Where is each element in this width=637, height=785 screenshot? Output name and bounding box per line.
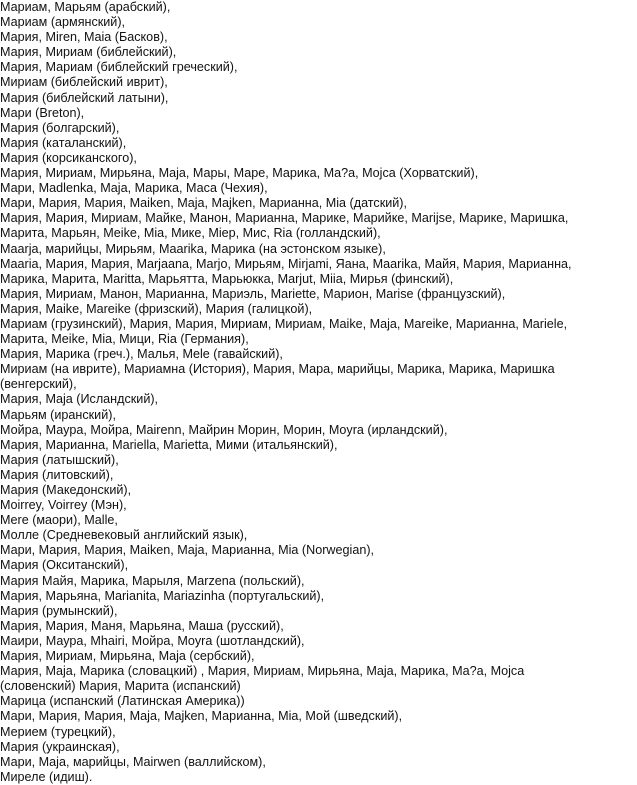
text-line: Марица (испанский (Латинская Америка)): [0, 694, 245, 709]
text-line: Мари, Madlenka, Maja, Марика, Маса (Чехия),: [0, 181, 268, 196]
text-line: Мария, Марика (греч.), Малья, Mele (гавайский),: [0, 347, 283, 362]
text-line: Мария, Марьяна, Marianita, Mariazinha (португальский),: [0, 588, 325, 603]
text-line: Мария Майя, Марика, Марыля, Marzena (польский),: [0, 573, 305, 588]
text-line: Молле (Средневековый английский язык),: [0, 528, 248, 543]
text-line: Мари, Мария, Мария, Maja, Majken, Марианна, Mia, Мой (шведский),: [0, 709, 403, 724]
text-line: Мария (корсиканского),: [0, 150, 137, 165]
text-line: Мария, Maja (Исландский),: [0, 392, 159, 407]
text-line: Мириам (на иврите), Мариамна (История), Мария, Мара, марийцы, Марика, Марика, Маришка: [0, 362, 555, 377]
text-line: Мариам (грузинский), Мария, Мария, Мириам, Мириам, Maike, Maja, Mareike, Марианна, Mariele,: [0, 316, 568, 331]
text-line: Мириам (библейский иврит),: [0, 75, 168, 90]
text-line: Мария, Мириам, Манон, Марианна, Мариэль, Mariette, Марион, Marise (французский),: [0, 286, 506, 301]
text-line: Мари (Breton),: [0, 105, 85, 120]
text-line: (венгерский),: [0, 377, 77, 392]
text-line: Mere (маори), Malle,: [0, 513, 118, 528]
text-line: Мерием (турецкий),: [0, 724, 116, 739]
text-line: Мойра, Маура, Мойра, Mairenn, Майрин Морин, Морин, Moyra (ирландский),: [0, 422, 448, 437]
text-line: Мария, Мириам, Мирьяна, Maja, Мары, Маре, Марика, Ma?a, Mojca (Хорватский),: [0, 166, 479, 181]
text-line: Мария (болгарский),: [0, 120, 120, 135]
text-line: Мария, Марианна, Mariella, Marietta, Мими (итальянский),: [0, 437, 338, 452]
text-line: Мария, Мириам (библейский),: [0, 45, 177, 60]
text-line: Мария (латышский),: [0, 452, 119, 467]
text-line: Мария (Окситанский),: [0, 558, 129, 573]
text-line: Маири, Маура, Mhairi, Мойра, Moyra (шотландский),: [0, 633, 305, 648]
text-line: Мария (украинская),: [0, 739, 120, 754]
text-line: Мария, Мариам (библейский греческий),: [0, 60, 238, 75]
text-line: Мариам (армянский),: [0, 15, 126, 30]
text-line: Мари, Мария, Мария, Maiken, Maja, Марианна, Mia (Norwegian),: [0, 543, 375, 558]
text-line: Мария (румынский),: [0, 603, 118, 618]
text-line: Maarja, марийцы, Мирьям, Maarika, Марика (на эстонском языке),: [0, 241, 386, 256]
text-line: Мария, Maja, Марика (словацкий) , Мария, Мириам, Мирьяна, Maja, Марика, Ma?a, Mojca: [0, 664, 525, 679]
text-line: Мария (Македонский),: [0, 483, 132, 497]
text-line: Мари, Maja, марийцы, Mairwen (валлийском),: [0, 754, 266, 769]
text-line: Мари, Мария, Мария, Maiken, Maja, Majken, Марианна, Mia (датский),: [0, 196, 407, 211]
text-line: Мария (каталанский),: [0, 135, 127, 150]
text-line: Moirrey, Voirrey (Мэн),: [0, 498, 127, 513]
text-line: Марита, Meike, Mia, Мици, Ria (Германия),: [0, 332, 249, 347]
text-line: Мария, Мария, Мириам, Майке, Манон, Марианна, Марике, Марийке, Marijse, Марике, Маришка,: [0, 211, 569, 226]
text-line: Марьям (иранский),: [0, 407, 116, 422]
text-line: Мариам, Марьям (арабский),: [0, 0, 171, 14]
text-line: Мария, Мария, Маня, Марьяна, Маша (русский),: [0, 618, 284, 633]
text-line: Мария (библейский латыни),: [0, 90, 169, 105]
text-line: Марита, Марьян, Meike, Mia, Мике, Miep, Мис, Ria (голландский),: [0, 226, 381, 241]
text-line: Мария, Мириам, Мирьяна, Maja (сербский),: [0, 649, 255, 664]
text-line: Миреле (идиш).: [0, 769, 93, 784]
text-line: Мария, Miren, Maia (Басков),: [0, 30, 168, 45]
text-line: Мария (литовский),: [0, 467, 114, 482]
text-line: Мария, Maike, Mareike (фризский), Мария (галицкой),: [0, 301, 313, 316]
text-line: Maaria, Мария, Мария, Marjaana, Marjo, Мирьям, Mirjami, Яана, Maarika, Майя, Мария, Марианна,: [0, 256, 572, 271]
text-line: (словенский) Мария, Марита (испанский): [0, 679, 241, 694]
text-line: Марика, Марита, Maritta, Марьятта, Марьюкка, Marjut, Miia, Мирья (финский),: [0, 271, 454, 286]
